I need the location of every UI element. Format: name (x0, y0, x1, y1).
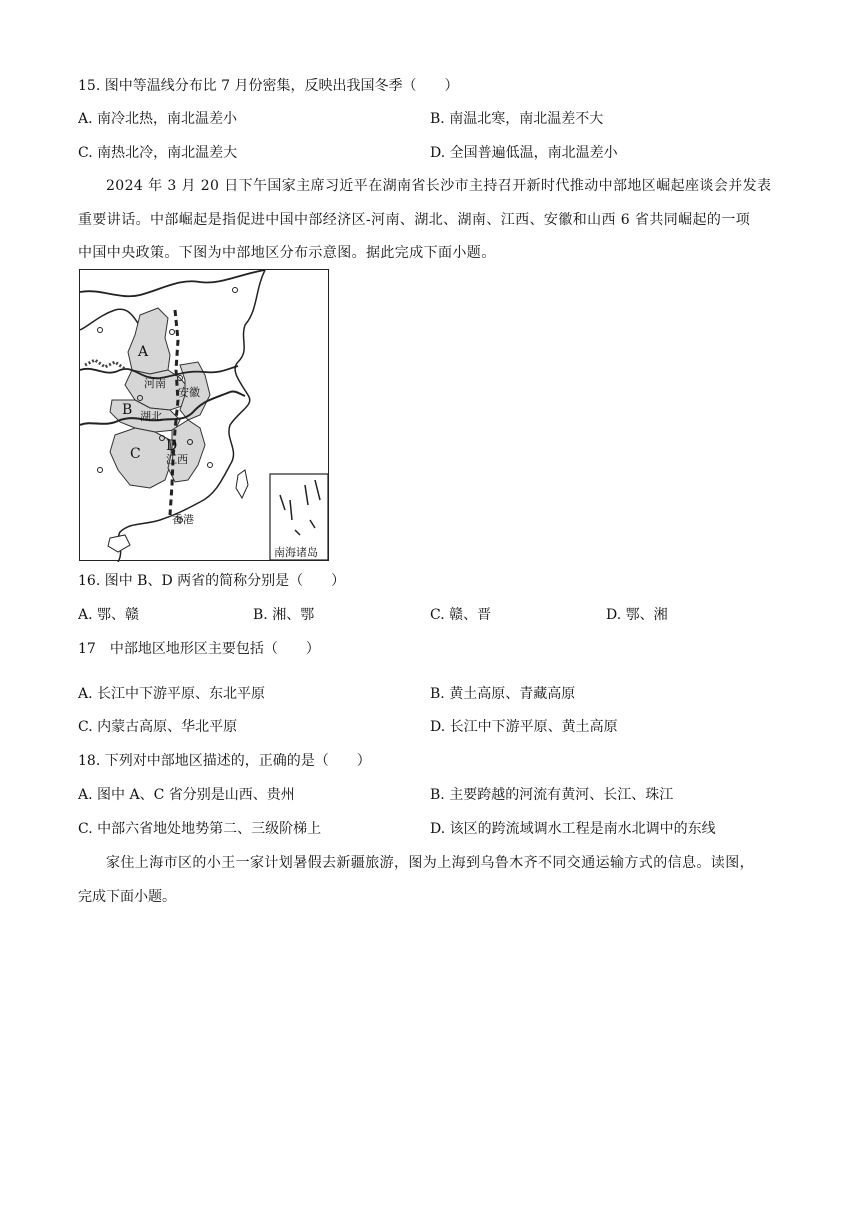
q18-option-c[interactable]: C. 中部六省地处地势第二、三级阶梯上 (78, 821, 322, 837)
q17-option-b[interactable]: B. 黄土高原、青藏高原 (430, 686, 576, 702)
q16-option-d[interactable]: D. 鄂、湘 (606, 607, 668, 623)
passage2-line1: 家住上海市区的小王一家计划暑假去新疆旅游，图为上海到乌鲁木齐不同交通运输方式的信息。读图， (106, 855, 754, 871)
passage1-line2: 重要讲话。中部崛起是指促进中国中部经济区-河南、湖北、湖南、江西、安徽和山西 6 省共同崛起的一项 (78, 212, 751, 228)
q16-option-b[interactable]: B. 湘、鄂 (253, 607, 315, 623)
q15-option-b[interactable]: B. 南温北寒，南北温差不大 (430, 111, 604, 127)
label-c: C (130, 446, 141, 462)
passage1-line3: 中国中央政策。下图为中部地区分布示意图。据此完成下面小题。 (78, 245, 496, 261)
q18-option-b[interactable]: B. 主要跨越的河流有黄河、长江、珠江 (430, 787, 674, 803)
q16-option-c[interactable]: C. 赣、晋 (430, 607, 492, 623)
q15-option-c[interactable]: C. 南热北冷，南北温差大 (78, 145, 238, 161)
q17-option-d[interactable]: D. 长江中下游平原、黄土高原 (430, 719, 618, 735)
label-hubei: 湖北 (140, 410, 162, 423)
q15-option-d[interactable]: D. 全国普遍低温，南北温差小 (430, 145, 618, 161)
label-henan: 河南 (144, 377, 166, 390)
central-china-map (79, 269, 329, 561)
label-hongkong: 香港 (172, 513, 194, 526)
q15-stem: 15. 图中等温线分布比 7 月份密集，反映出我国冬季（ ） (78, 78, 459, 94)
label-b: B (122, 402, 133, 418)
passage2-line2: 完成下面小题。 (78, 889, 176, 905)
q16-stem: 16. 图中 B、D 两省的简称分别是（ ） (78, 573, 346, 589)
q15-option-a[interactable]: A. 南冷北热，南北温差小 (78, 111, 238, 127)
inset-label: 南海诸岛 (274, 546, 318, 559)
q18-option-d[interactable]: D. 该区的跨流域调水工程是南水北调中的东线 (430, 821, 716, 837)
q17-option-c[interactable]: C. 内蒙古高原、华北平原 (78, 719, 238, 735)
q18-option-a[interactable]: A. 图中 A、C 省分别是山西、贵州 (78, 787, 295, 803)
passage1-line1: 2024 年 3 月 20 日下午国家主席习近平在湖南省长沙市主持召开新时代推动中部地区崛起座谈会并发表 (106, 178, 772, 194)
map-drawing (80, 270, 330, 562)
label-jiangxi: 江西 (166, 453, 188, 466)
label-a: A (138, 344, 149, 360)
q17-stem: 17 中部地区地形区主要包括（ ） (78, 641, 320, 657)
q17-option-a[interactable]: A. 长江中下游平原、东北平原 (78, 686, 266, 702)
label-d: D (166, 438, 178, 454)
q18-stem: 18. 下列对中部地区描述的，正确的是（ ） (78, 753, 371, 769)
label-anhui: 安徽 (178, 386, 200, 399)
q16-option-a[interactable]: A. 鄂、赣 (78, 607, 140, 623)
